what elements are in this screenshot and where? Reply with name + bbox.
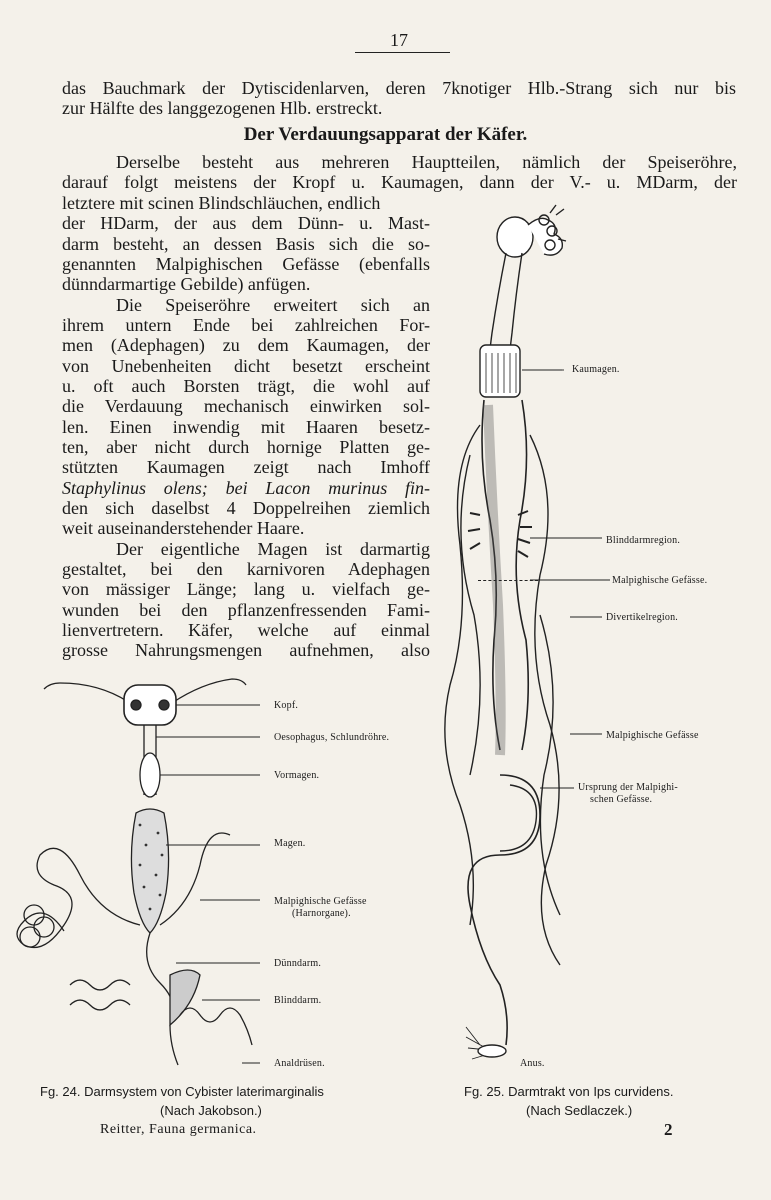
intro-line-1: das Bauchmark der Dytiscidenlarven, deren 7knotiger Hlb.-Strang sich nur bis: [62, 78, 736, 98]
column-line: genannten Malpighischen Gefässe (ebenfalls: [62, 254, 430, 274]
label-malpighische-gefaesse-2: Malpighische Gefässe: [606, 730, 699, 741]
column-line: gestaltet, bei den karnivoren Adephagen: [62, 559, 430, 579]
column-line: von Unebenheiten dicht besetzt erscheint: [62, 356, 430, 376]
label-malpighische-gefaesse-1: Malpighische Gefässe.: [612, 575, 708, 586]
fig25-caption: Fg. 25. Darmtrakt von Ips curvidens.: [464, 1084, 674, 1099]
column-line: der HDarm, der aus dem Dünn- u. Mast-: [62, 213, 430, 233]
column-line: len. Einen inwendig mit Haaren besetz-: [62, 417, 430, 437]
footer-running-title: Reitter, Fauna germanica.: [100, 1122, 257, 1137]
label-blinddarm: Blinddarm.: [274, 995, 322, 1006]
column-line: stützten Kaumagen zeigt nach Imhoff: [62, 457, 430, 477]
column-line: den sich daselbst 4 Doppelreihen ziemlich: [62, 498, 430, 518]
column-line: Der eigentliche Magen ist darmartig: [116, 539, 430, 559]
intro-line-2: zur Hälfte des langgezogenen Hlb. erstreckt.: [62, 98, 383, 118]
column-line: Die Speiseröhre erweitert sich an: [116, 295, 430, 315]
column-line: men (Adephagen) zu dem Kaumagen, der: [62, 335, 430, 355]
label-kaumagen: Kaumagen.: [572, 364, 620, 375]
label-vormagen: Vormagen.: [274, 770, 320, 781]
label-ursprung-2: schen Gefässe.: [590, 794, 653, 805]
label-ursprung-1: Ursprung der Malpighi-: [578, 782, 678, 793]
label-malpighische-gefaesse: Malpighische Gefässe: [274, 896, 367, 907]
column-line: u. oft auch Borsten trägt, die wohl auf: [62, 376, 430, 396]
column-line: lienvertretern. Käfer, welche auf einmal: [62, 620, 430, 640]
page-number: 17: [390, 30, 408, 50]
column-line: weit auseinanderstehender Haare.: [62, 518, 305, 538]
column-line: ten, aber nicht durch hornige Platten ge-: [62, 437, 430, 457]
fig25-leader-dash: [478, 580, 538, 581]
column-line: wunden bei den pflanzenfressenden Fami-: [62, 600, 430, 620]
label-blinddarmregion: Blinddarmregion.: [606, 535, 681, 546]
fig24-caption: Fg. 24. Darmsystem von Cybister laterimarginalis: [40, 1084, 324, 1099]
label-harnorgane: (Harnorgane).: [292, 908, 351, 919]
fig24-source: (Nach Jakobson.): [160, 1103, 262, 1118]
body-line-2: darauf folgt meistens der Kropf u. Kaumagen, dann der V.- u. MDarm, der: [62, 172, 737, 192]
label-duenndarm: Dünndarm.: [274, 958, 322, 969]
label-oesophagus: Oesophagus, Schlundröhre.: [274, 732, 390, 743]
column-line: grosse Nahrungsmengen aufnehmen, also: [62, 640, 430, 660]
column-line: die Verdauung mechanisch einwirken sol-: [62, 396, 430, 416]
fig24-illustration: [10, 665, 260, 1075]
label-anus: Anus.: [520, 1058, 545, 1069]
column-line: ihrem untern Ende bei zahlreichen For-: [62, 315, 430, 335]
label-divertikelregion: Divertikelregion.: [606, 612, 678, 623]
column-line: Staphylinus olens; bei Lacon murinus fin-: [62, 478, 430, 498]
column-line: darm besteht, an dessen Basis sich die so-: [62, 234, 430, 254]
label-kopf: Kopf.: [274, 700, 299, 711]
column-line: von mässiger Länge; lang u. vielfach ge-: [62, 579, 430, 599]
body-line-1: Derselbe besteht aus mehreren Hauptteilen, nämlich der Speiseröhre,: [116, 152, 737, 172]
column-line: dünndarmartige Gebilde) anfügen.: [62, 274, 311, 294]
fig25-source: (Nach Sedlaczek.): [526, 1103, 633, 1118]
footer-signature-mark: 2: [664, 1120, 673, 1139]
fig25-leader-lines: [530, 360, 610, 1080]
label-magen: Magen.: [274, 838, 306, 849]
column-line: letztere mit scinen Blindschläuchen, endlich: [62, 193, 381, 213]
label-analdruesen: Analdrüsen.: [274, 1058, 325, 1069]
section-heading: Der Verdauungsapparat der Käfer.: [243, 124, 528, 145]
header-rule: [355, 52, 450, 53]
